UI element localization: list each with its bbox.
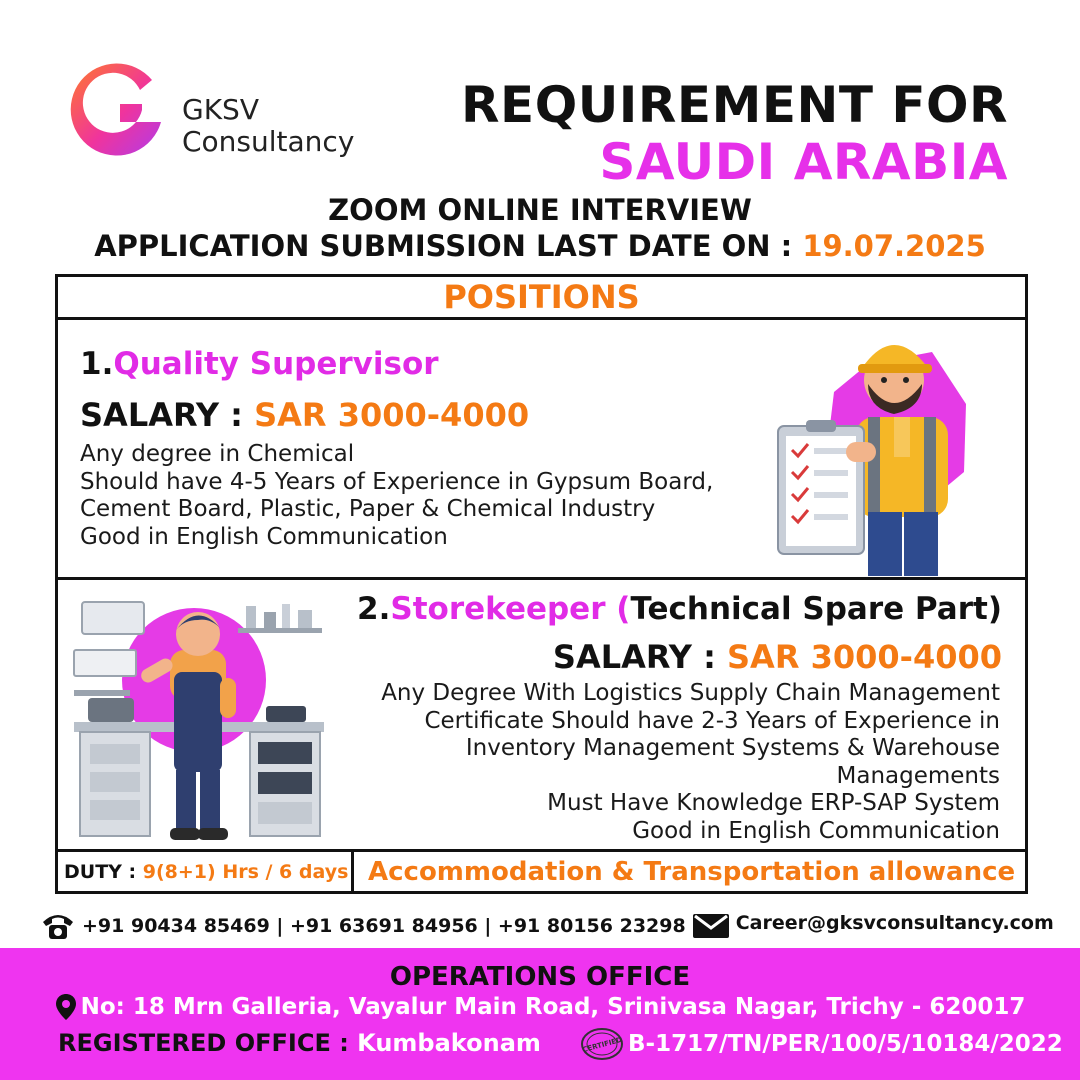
position-1-requirements: [80, 441, 713, 551]
position-1-number: 1.: [80, 346, 114, 382]
registered-office-label: REGISTERED OFFICE :: [58, 1029, 358, 1057]
divider-positions-header: [55, 317, 1028, 320]
requirement-line: Should have 4-5 Years of Experience in Gypsum Board,: [80, 468, 714, 495]
brand-line2: Consultancy: [182, 125, 355, 158]
divider-duty-row: [55, 849, 1028, 852]
operations-office-title: OPERATIONS OFFICE: [389, 962, 691, 992]
certified-stamp-icon: [580, 1027, 624, 1061]
position-2-requirements: [300, 680, 1000, 845]
license-text: B-1717/TN/PER/100/5/10184/2022: [628, 1031, 1063, 1057]
license-number: [580, 1027, 1063, 1061]
position-1-salary-value: SAR 3000-4000: [254, 396, 530, 434]
operations-office-address: [0, 993, 1080, 1021]
stamp-text: CERTIFIED: [581, 1035, 623, 1055]
position-2-name: Storekeeper (: [390, 591, 631, 627]
divider-positions: [55, 577, 1028, 580]
requirement-line: Good in English Communication: [80, 523, 448, 550]
duty-hours: [64, 861, 348, 883]
requirement-line: Managements: [836, 762, 1000, 789]
duty-label: DUTY :: [64, 861, 143, 883]
requirement-line: Any degree in Chemical: [80, 441, 355, 467]
position-2-salary-label: SALARY :: [552, 638, 727, 676]
benefits-text: Accommodation & Transportation allowance: [368, 857, 1016, 887]
position-1-salary-label: SALARY :: [80, 396, 255, 434]
address-text: No: 18 Mrn Galleria, Vayalur Main Road, Srinivasa Nagar, Trichy - 620017: [80, 994, 1026, 1020]
email-address[interactable]: Career@gksvconsultancy.com: [735, 912, 1054, 934]
phone-numbers[interactable]: +91 90434 85469 | +91 63691 84956 | +91 80156 23298: [82, 915, 686, 937]
headline-requirement: REQUIREMENT FOR: [461, 76, 1008, 134]
position-2-title: [357, 591, 1002, 627]
requirement-line: Inventory Management Systems & Warehouse: [465, 735, 1000, 761]
quality-supervisor-illustration: [776, 322, 1021, 576]
position-2-name-suffix: Technical Spare Part): [630, 591, 1002, 627]
position-2-salary: [553, 638, 1002, 676]
position-1-title: [80, 346, 439, 382]
headline-country: SAUDI ARABIA: [599, 133, 1008, 191]
brand-line1: GKSV: [182, 93, 259, 126]
position-2-salary-value: SAR 3000-4000: [727, 638, 1002, 676]
gksv-logo-icon: [60, 56, 172, 168]
contact-line: [40, 906, 1054, 946]
requirement-line: Any Degree With Logistics Supply Chain Management: [381, 680, 1000, 706]
location-pin-icon: [55, 993, 77, 1021]
deadline-date: 19.07.2025: [802, 229, 986, 263]
requirement-line: Cement Board, Plastic, Paper & Chemical Industry: [80, 496, 656, 522]
registered-office: [58, 1029, 541, 1057]
registered-office-city: Kumbakonam: [357, 1029, 541, 1057]
storekeeper-illustration: [70, 594, 328, 844]
duty-value: 9(8+1) Hrs / 6 days: [142, 861, 349, 883]
brand-name: [182, 94, 354, 158]
position-1-salary: [80, 396, 529, 434]
positions-heading: POSITIONS: [443, 278, 640, 316]
deadline-line: [0, 229, 1080, 263]
interview-mode: ZOOM ONLINE INTERVIEW: [328, 193, 752, 227]
requirement-line: Must Have Knowledge ERP-SAP System: [547, 790, 1000, 816]
phone-icon: [40, 910, 76, 942]
divider-vertical-duty: [351, 849, 354, 894]
position-1-name: Quality Supervisor: [113, 346, 439, 382]
requirement-line: Certificate Should have 2-3 Years of Experience in: [424, 707, 1000, 734]
requirement-line: Good in English Communication: [632, 817, 1000, 844]
deadline-label: APPLICATION SUBMISSION LAST DATE ON :: [94, 229, 803, 263]
mail-icon: [692, 912, 730, 940]
position-2-number: 2.: [357, 591, 391, 627]
